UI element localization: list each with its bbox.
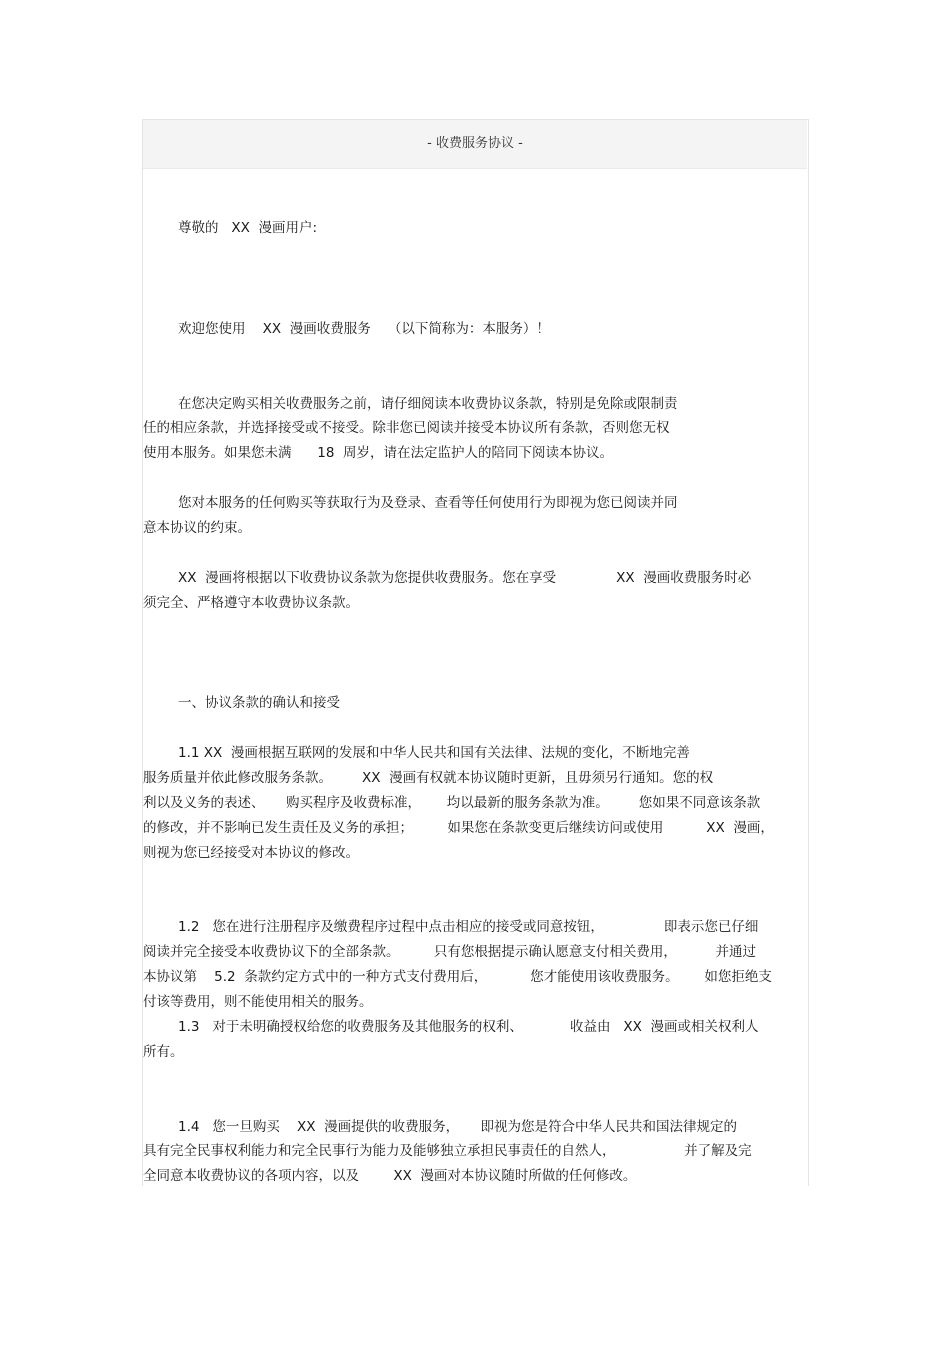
- paragraph-line: 须完全、严格遵守本收费协议条款。: [143, 595, 359, 611]
- section-heading: 一、协议条款的确认和接受: [178, 695, 340, 711]
- clause-line: 全同意本收费协议的各项内容，以及 XX 漫画对本协议随时所做的任何修改。: [143, 1168, 637, 1184]
- paragraph-line: 任的相应条款，并选择接受或不接受。除非您已阅读并接受本协议所有条款，否则您无权: [143, 420, 670, 436]
- clause-line: 1.2 您在进行注册程序及缴费程序过程中点击相应的接受或同意按钮， 即表示您已仔细: [178, 919, 759, 935]
- welcome-line: 欢迎您使用 XX 漫画收费服务 （以下简称为：本服务）！: [178, 321, 550, 337]
- paragraph-line: 意本协议的约束。: [143, 520, 251, 536]
- paragraph-line: 使用本服务。如果您未满 18 周岁，请在法定监护人的陪同下阅读本协议。: [143, 445, 614, 461]
- clause-line: 的修改，并不影响已发生责任及义务的承担； 如果您在条款变更后继续访问或使用 XX 漫画，: [143, 820, 774, 836]
- clause-line: 1.4 您一旦购买 XX 漫画提供的收费服务， 即视为您是符合中华人民共和国法律规定的: [178, 1119, 738, 1135]
- clause-line: 付该等费用，则不能使用相关的服务。: [143, 994, 373, 1010]
- clause-line: 1.3 对于未明确授权给您的收费服务及其他服务的权利、 收益由 XX 漫画或相关权利人: [178, 1019, 759, 1035]
- clause-line: 1.1 XX 漫画根据互联网的发展和中华人民共和国有关法律、法规的变化，不断地完善: [178, 745, 690, 761]
- clause-line: 利以及义务的表述、 购买程序及收费标准， 均以最新的服务条款为准。 您如果不同意该条款: [143, 795, 761, 811]
- salutation: 尊敬的 XX 漫画用户:: [178, 220, 318, 236]
- clause-line: 所有。: [143, 1044, 184, 1060]
- paragraph-line: 在您决定购买相关收费服务之前，请仔细阅读本收费协议条款，特别是免除或限制责: [178, 396, 678, 412]
- clause-line: 阅读并完全接受本收费协议下的全部条款。 只有您根据提示确认愿意支付相关费用， 并通过: [143, 944, 756, 960]
- paragraph-line: 您对本服务的任何购买等获取行为及登录、查看等任何使用行为即视为您已阅读并同: [178, 495, 678, 511]
- clause-line: 则视为您已经接受对本协议的修改。: [143, 845, 359, 861]
- clause-line: 具有完全民事权利能力和完全民事行为能力及能够独立承担民事责任的自然人， 并了解及完: [143, 1143, 752, 1159]
- clause-line: 本协议第 5.2 条款约定方式中的一种方式支付费用后， 您才能使用该收费服务。 如您拒绝支: [143, 969, 772, 985]
- paragraph-line: XX 漫画将根据以下收费协议条款为您提供收费服务。您在享受 XX 漫画收费服务时必: [178, 570, 752, 586]
- document-title: - 收费服务协议 -: [143, 120, 807, 169]
- clause-line: 服务质量并依此修改服务条款。 XX 漫画有权就本协议随时更新，且毋须另行通知。您的权: [143, 770, 714, 786]
